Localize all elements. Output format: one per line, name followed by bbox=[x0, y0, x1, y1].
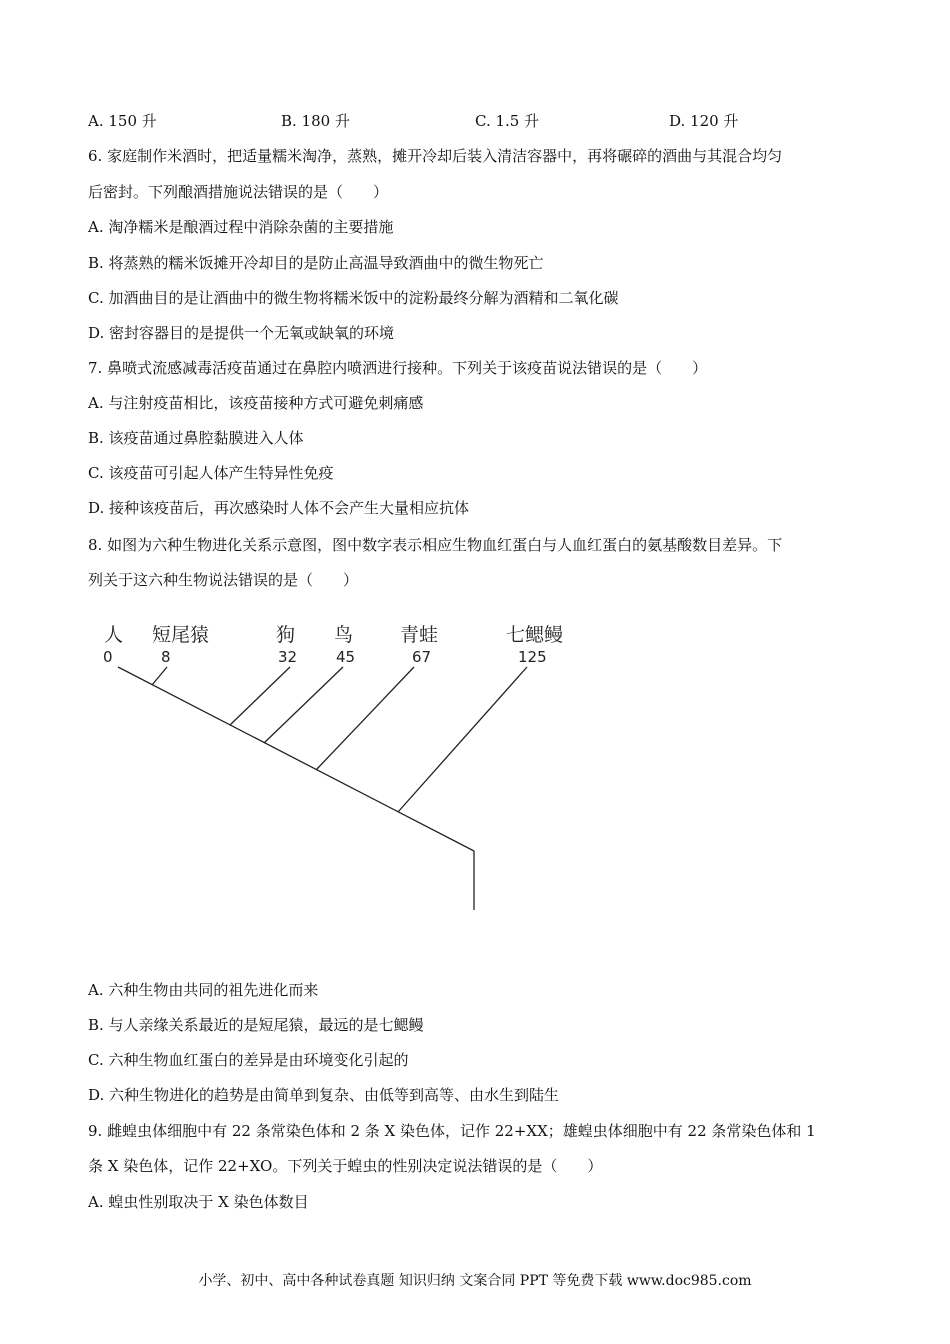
organism-label-dog: 狗 bbox=[276, 624, 296, 646]
difference-bird: 45 bbox=[336, 648, 356, 666]
q8-option-a: A. 六种生物由共同的祖先进化而来 bbox=[88, 981, 319, 999]
q5-option-b: B. 180 升 bbox=[281, 112, 350, 130]
q6-stem-line2: 后密封。下列酿酒措施说法错误的是（ ） bbox=[88, 183, 389, 201]
difference-dog: 32 bbox=[278, 648, 298, 666]
organism-label-lamprey: 七鳃鳗 bbox=[506, 624, 564, 646]
q9-stem-line2: 条 X 染色体，记作 22+XO。下列关于蝗虫的性别决定说法错误的是（ ） bbox=[88, 1157, 603, 1175]
page-footer: 小学、初中、高中各种试卷真题 知识归纳 文案合同 PPT 等免费下载 www.doc985.com bbox=[198, 1273, 752, 1289]
q7-option-c: C. 该疫苗可引起人体产生特异性免疫 bbox=[88, 464, 334, 482]
organism-label-bird: 鸟 bbox=[334, 624, 354, 646]
q9-option-a: A. 蝗虫性别取决于 X 染色体数目 bbox=[88, 1193, 309, 1211]
q6-option-c: C. 加酒曲目的是让酒曲中的微生物将糯米饭中的淀粉最终分解为酒精和二氧化碳 bbox=[88, 289, 619, 307]
tree-trunk bbox=[118, 667, 474, 851]
q6-option-b: B. 将蒸熟的糯米饭摊开冷却目的是防止高温导致酒曲中的微生物死亡 bbox=[88, 254, 544, 272]
branch-macaque bbox=[152, 667, 167, 685]
organism-label-human: 人 bbox=[104, 624, 124, 646]
q6-option-d: D. 密封容器目的是提供一个无氧或缺氧的环境 bbox=[88, 324, 395, 342]
q8-option-d: D. 六种生物进化的趋势是由简单到复杂、由低等到高等、由水生到陆生 bbox=[88, 1086, 560, 1104]
q8-option-b: B. 与人亲缘关系最近的是短尾猿，最远的是七鳃鳗 bbox=[88, 1016, 424, 1034]
branch-frog bbox=[316, 667, 414, 770]
branch-bird bbox=[264, 667, 343, 743]
q7-option-b: B. 该疫苗通过鼻腔黏膜进入人体 bbox=[88, 429, 304, 447]
difference-human: 0 bbox=[103, 648, 113, 666]
q5-option-c: C. 1.5 升 bbox=[475, 112, 540, 130]
difference-lamprey: 125 bbox=[518, 648, 547, 666]
q5-option-a: A. 150 升 bbox=[88, 112, 157, 130]
q6-option-a: A. 淘净糯米是酿酒过程中消除杂菌的主要措施 bbox=[88, 218, 394, 236]
branch-dog bbox=[230, 667, 290, 725]
q8-stem-line1: 8. 如图为六种生物进化关系示意图，图中数字表示相应生物血红蛋白与人血红蛋白的氨基酸数目差异。下 bbox=[88, 536, 783, 554]
q9-stem-line1: 9. 雌蝗虫体细胞中有 22 条常染色体和 2 条 X 染色体，记作 22+XX；雄蝗虫体细胞中有 22 条常染色体和 1 bbox=[88, 1122, 816, 1140]
q7-stem: 7. 鼻喷式流感减毒活疫苗通过在鼻腔内喷洒进行接种。下列关于该疫苗说法错误的是（ ） bbox=[88, 359, 708, 377]
difference-macaque: 8 bbox=[161, 648, 171, 666]
q8-option-c: C. 六种生物血红蛋白的差异是由环境变化引起的 bbox=[88, 1051, 409, 1069]
q7-option-a: A. 与注射疫苗相比，该疫苗接种方式可避免刺痛感 bbox=[88, 394, 424, 412]
branch-lamprey bbox=[398, 667, 527, 812]
organism-label-frog: 青蛙 bbox=[400, 624, 439, 646]
q7-option-d: D. 接种该疫苗后，再次感染时人体不会产生大量相应抗体 bbox=[88, 499, 470, 517]
difference-frog: 67 bbox=[412, 648, 432, 666]
q8-stem-line2: 列关于这六种生物说法错误的是（ ） bbox=[88, 571, 359, 589]
organism-label-macaque: 短尾猿 bbox=[152, 624, 210, 646]
q5-option-d: D. 120 升 bbox=[669, 112, 739, 130]
q6-stem-line1: 6. 家庭制作米酒时，把适量糯米淘净，蒸熟，摊开冷却后装入清洁容器中，再将碾碎的酒曲与其混合均匀 bbox=[88, 147, 783, 165]
